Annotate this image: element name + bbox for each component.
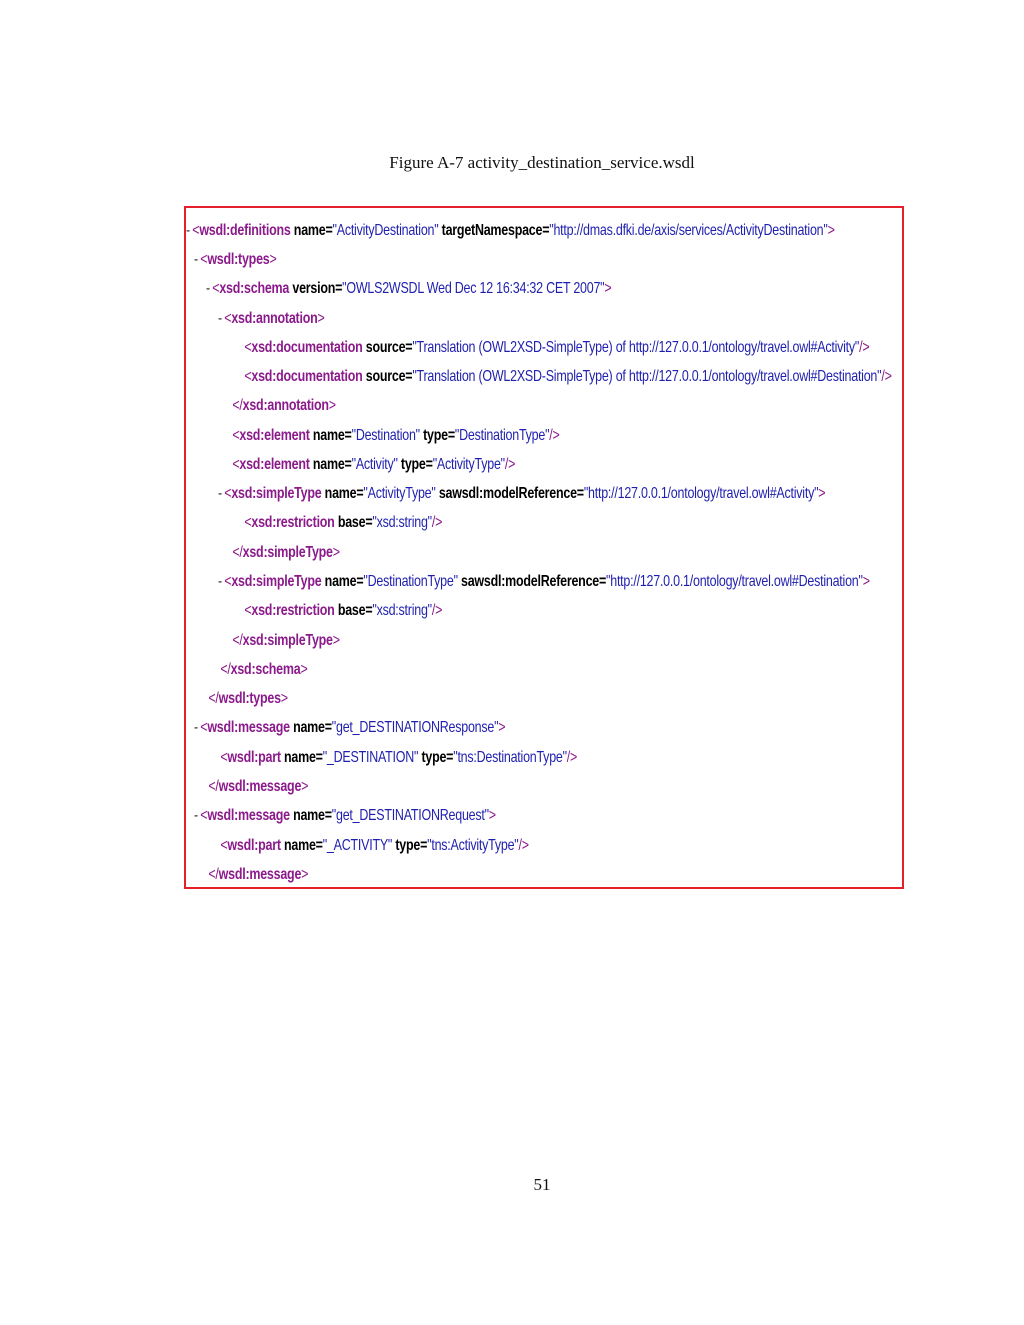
xml-tag-name: wsdl:message [218,866,302,883]
xml-tag-name: wsdl:part [227,837,281,854]
xml-line [194,245,277,274]
xml-punctuation: < [244,368,252,385]
xml-attribute-value: "ActivityType" [432,456,505,473]
xml-punctuation: < [200,807,208,824]
xml-tag-name: xsd:restriction [251,514,335,531]
xml-punctuation: < [192,222,200,239]
xml-punctuation: > [301,866,309,883]
collapse-toggle[interactable]: - [206,280,210,297]
xml-line [242,508,442,537]
xml-line [206,860,308,889]
xml-line [218,479,825,508]
xml-punctuation: </ [232,632,243,649]
xml-punctuation: < [232,427,240,444]
xml-attribute-value: "http://dmas.dfki.de/axis/services/ActivityDestination" [549,222,828,239]
xml-attribute-name: name= [321,573,364,590]
xml-attribute-value: "_DESTINATION" [322,749,419,766]
xml-tag-name: wsdl:part [227,749,281,766]
xml-attribute-name: name= [289,807,332,824]
xml-attribute-value: "_ACTIVITY" [322,837,393,854]
collapse-toggle[interactable]: - [186,222,190,239]
xml-tag-name: xsd:element [239,456,310,473]
xml-attribute-name: name= [280,749,323,766]
xml-attribute-value: "DestinationType" [454,427,550,444]
collapse-toggle[interactable]: - [218,310,222,327]
xml-attribute-value: "xsd:string" [372,514,432,531]
xml-tag-name: wsdl:message [218,778,302,795]
xml-line [242,362,892,391]
xml-listing-figure [184,206,904,889]
xml-punctuation: < [244,339,252,356]
collapse-toggle[interactable]: - [194,719,198,736]
xml-attribute-value: "Translation (OWL2XSD-SimpleType) of http://127.0.0.1/ontology/travel.owl#Destination" [412,368,882,385]
xml-attribute-name: name= [280,837,323,854]
xml-line [230,538,340,567]
xml-tag-name: xsd:documentation [251,339,363,356]
xml-punctuation: > [300,661,308,678]
xml-line [206,274,611,303]
xml-attribute-name: name= [309,427,352,444]
xml-tag-name: xsd:annotation [242,397,329,414]
xml-punctuation: > [488,807,496,824]
xml-attribute-name: version= [289,280,343,297]
collapse-toggle[interactable]: - [218,485,222,502]
xml-tag-name: xsd:element [239,427,310,444]
xml-attribute-name: name= [290,222,333,239]
xml-punctuation: < [212,280,220,297]
xml-punctuation: /> [518,837,529,854]
xml-punctuation: > [301,778,309,795]
xml-attribute-value: "ActivityType" [363,485,436,502]
xml-attribute-name: name= [309,456,352,473]
xml-line [230,450,515,479]
xml-attribute-name: name= [321,485,364,502]
xml-attribute-name: base= [334,602,373,619]
xml-tag-name: wsdl:types [207,251,270,268]
xml-tag-name: xsd:simpleType [231,573,322,590]
xml-attribute-name: type= [418,749,454,766]
xml-line [218,567,870,596]
xml-punctuation: < [224,573,232,590]
xml-punctuation: /> [549,427,560,444]
xml-attribute-value: "ActivityDestination" [332,222,439,239]
xml-tag-name: wsdl:types [218,690,281,707]
xml-tag-name: xsd:documentation [251,368,363,385]
xml-punctuation: /> [881,368,892,385]
xml-punctuation: < [244,602,252,619]
xml-line [218,655,308,684]
xml-punctuation: < [244,514,252,531]
xml-attribute-name: type= [397,456,433,473]
page-number: 51 [533,1175,551,1194]
xml-punctuation: </ [208,866,219,883]
xml-punctuation: > [818,485,826,502]
xml-line [218,743,577,772]
xml-line [194,713,505,742]
xml-punctuation: /> [566,749,578,766]
xml-punctuation: > [827,222,835,239]
xml-attribute-name: source= [362,339,413,356]
xml-attribute-value: "http://127.0.0.1/ontology/travel.owl#Destination" [606,573,863,590]
xml-tag-name: xsd:simpleType [231,485,322,502]
xml-punctuation: > [280,690,288,707]
xml-tag-name: wsdl:definitions [199,222,291,239]
xml-punctuation: < [200,719,208,736]
xml-punctuation: < [200,251,208,268]
collapse-toggle[interactable]: - [218,573,222,590]
xml-punctuation: /> [504,456,516,473]
xml-attribute-value: "DestinationType" [363,573,458,590]
xml-tag-name: xsd:schema [219,280,290,297]
xml-tag-name: xsd:annotation [231,310,318,327]
xml-punctuation: < [220,749,228,766]
xml-tag-name: xsd:restriction [251,602,335,619]
xml-punctuation: </ [208,778,219,795]
xml-punctuation: > [317,310,325,327]
xml-line [230,626,340,655]
xml-punctuation: > [604,280,612,297]
xml-line [230,421,560,450]
xml-attribute-name: type= [392,837,428,854]
xml-punctuation: </ [220,661,231,678]
figure-caption: Figure A-7 activity_destination_service.wsdl [389,153,695,172]
xml-attribute-value: "Destination" [351,427,420,444]
xml-line [206,684,288,713]
xml-punctuation: /> [859,339,870,356]
xml-attribute-name: name= [289,719,332,736]
xml-punctuation: < [232,456,240,473]
collapse-toggle[interactable]: - [194,807,198,824]
xml-punctuation: </ [232,544,243,561]
xml-punctuation: > [862,573,870,590]
xml-attribute-name: base= [334,514,373,531]
xml-punctuation: /> [431,602,443,619]
xml-line [242,333,869,362]
xml-line [242,596,442,625]
xml-punctuation: > [328,397,336,414]
xml-punctuation: /> [431,514,443,531]
xml-tag-name: xsd:simpleType [242,544,333,561]
xml-attribute-value: "tns:ActivityType" [427,837,519,854]
xml-attribute-name: sawsdl:modelReference= [457,573,607,590]
xml-tag-name: wsdl:message [207,807,290,824]
xml-line [218,304,325,333]
xml-punctuation: > [332,544,340,561]
xml-punctuation: < [220,837,228,854]
xml-line [186,216,835,245]
xml-tag-name: xsd:simpleType [242,632,333,649]
xml-attribute-value: "http://127.0.0.1/ontology/travel.owl#Activity" [583,485,819,502]
xml-punctuation: < [224,310,232,327]
xml-attribute-value: "Translation (OWL2XSD-SimpleType) of http://127.0.0.1/ontology/travel.owl#Activity" [412,339,860,356]
xml-punctuation: > [498,719,506,736]
collapse-toggle[interactable]: - [194,251,198,268]
xml-attribute-value: "OWLS2WSDL Wed Dec 12 16:34:32 CET 2007" [342,280,605,297]
xml-attribute-value: "Activity" [351,456,398,473]
xml-attribute-value: "xsd:string" [372,602,432,619]
xml-attribute-name: type= [419,427,455,444]
xml-tag-name: wsdl:message [207,719,290,736]
xml-punctuation: > [269,251,277,268]
xml-line [230,391,336,420]
xml-punctuation: </ [208,690,219,707]
xml-line [194,801,496,830]
xml-line [218,831,529,860]
xml-punctuation: </ [232,397,243,414]
xml-punctuation: > [332,632,340,649]
xml-attribute-name: sawsdl:modelReference= [435,485,584,502]
xml-line [206,772,308,801]
xml-tag-name: xsd:schema [230,661,301,678]
xml-attribute-name: targetNamespace= [438,222,550,239]
xml-attribute-name: source= [362,368,413,385]
xml-attribute-value: "get_DESTINATIONResponse" [331,719,499,736]
xml-attribute-value: "tns:DestinationType" [453,749,567,766]
xml-punctuation: < [224,485,232,502]
xml-attribute-value: "get_DESTINATIONRequest" [331,807,489,824]
